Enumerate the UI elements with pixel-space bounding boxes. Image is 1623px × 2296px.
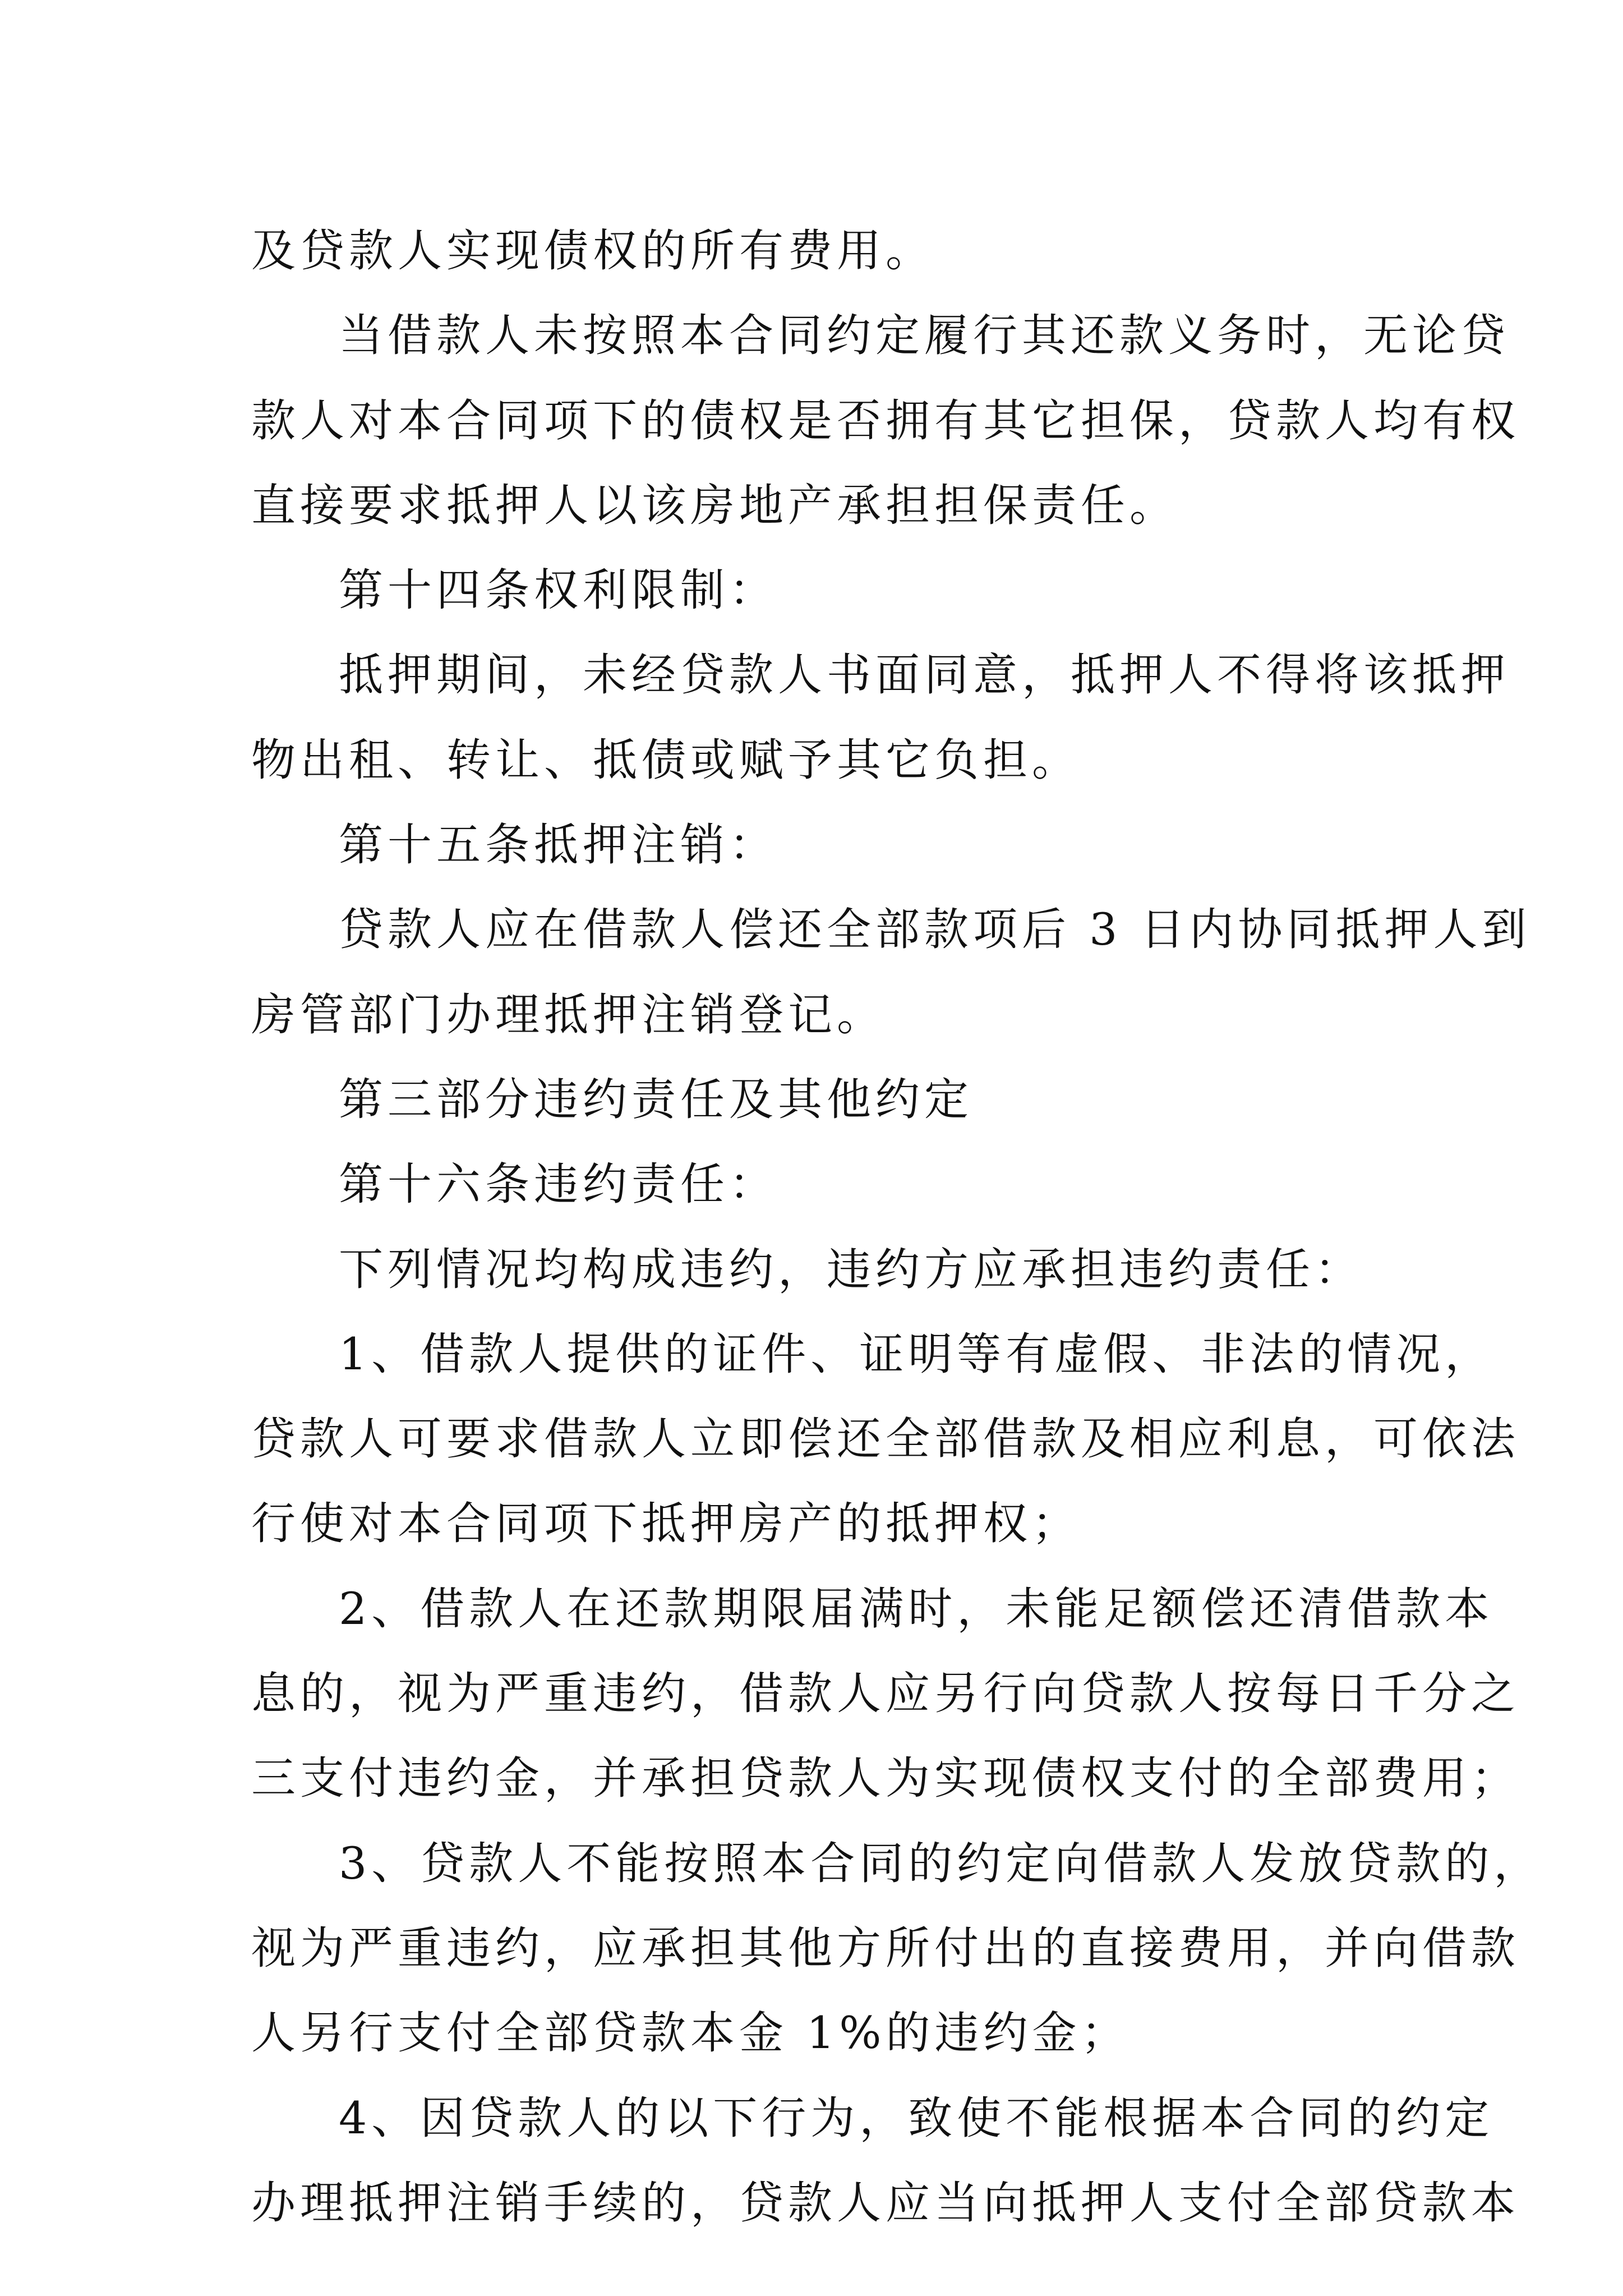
- list-item-line: 3、贷款人不能按照本合同的约定向借款人发放贷款的，: [339, 1837, 1543, 1889]
- text-line: 行使对本合同项下抵押房产的抵押权；: [251, 1498, 1081, 1550]
- list-item-line: 2、借款人在还款期限届满时，未能足额偿还清借款本: [339, 1582, 1494, 1635]
- text-line: 办理抵押注销手续的，贷款人应当向抵押人支付全部贷款本: [251, 2177, 1520, 2229]
- document-body: [251, 209, 1543, 2246]
- text-line: 抵押期间，未经贷款人书面同意，抵押人不得将该抵押: [339, 649, 1510, 701]
- section-heading: 第十四条权利限制：: [339, 564, 778, 616]
- text-line: 及贷款人实现债权的所有费用。: [251, 225, 934, 277]
- list-item-line: 1、借款人提供的证件、证明等有虚假、非法的情况，: [339, 1328, 1494, 1380]
- text-line: 贷款人可要求借款人立即偿还全部借款及相应利息，可依法: [251, 1413, 1520, 1465]
- text-line: 款人对本合同项下的债权是否拥有其它担保，贷款人均有权: [251, 394, 1520, 447]
- text-line: 下列情况均构成违约，违约方应承担违约责任：: [339, 1243, 1363, 1295]
- text-line: 息的，视为严重违约，借款人应另行向贷款人按每日千分之: [251, 1668, 1520, 1720]
- text-line: 三支付违约金，并承担贷款人为实现债权支付的全部费用；: [251, 1752, 1520, 1805]
- text-line: 直接要求抵押人以该房地产承担担保责任。: [251, 479, 1178, 531]
- part-heading: 第三部分违约责任及其他约定: [339, 1073, 973, 1125]
- text-line: 当借款人未按照本合同约定履行其还款义务时，无论贷: [339, 310, 1510, 362]
- text-line: 视为严重违约，应承担其他方所付出的直接费用，并向借款: [251, 1922, 1520, 1974]
- section-heading: 第十五条抵押注销：: [339, 819, 778, 871]
- text-line: 物出租、转让、抵债或赋予其它负担。: [251, 734, 1081, 786]
- text-line: 人另行支付全部贷款本金 1%的违约金；: [251, 2007, 1130, 2059]
- text-line: 贷款人应在借款人偿还全部款项后 3 日内协同抵押人到: [339, 904, 1531, 956]
- text-line: 房管部门办理抵押注销登记。: [251, 988, 886, 1041]
- list-item-line: 4、因贷款人的以下行为，致使不能根据本合同的约定: [339, 2092, 1494, 2144]
- section-heading: 第十六条违约责任：: [339, 1158, 778, 1211]
